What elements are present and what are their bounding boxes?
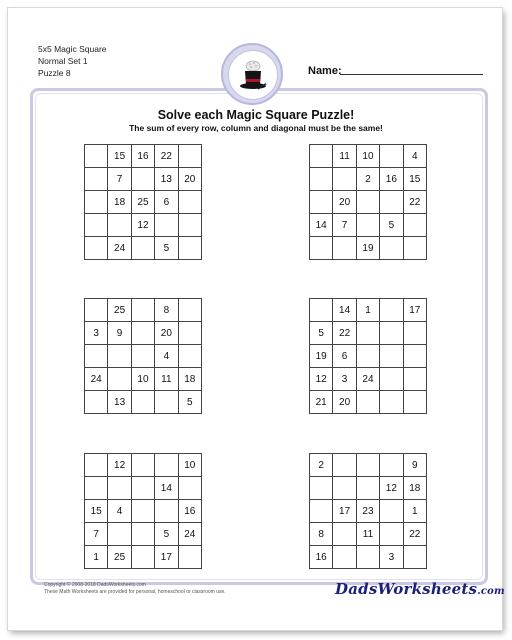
grid-row [310, 500, 427, 523]
grid-cell [85, 299, 108, 322]
grid-cell: 4 [403, 145, 426, 168]
grid-cell: 18 [178, 368, 201, 391]
grid-cell: 9 [403, 454, 426, 477]
grid-cell [356, 546, 379, 569]
grid-cell [356, 454, 379, 477]
grid-cell [380, 299, 403, 322]
grid-cell [403, 391, 426, 414]
grid-cell [155, 391, 178, 414]
grid-row [85, 454, 202, 477]
grid-cell: 19 [356, 237, 379, 260]
worksheet-type: 5x5 Magic Square [38, 44, 107, 54]
grid-cell: 20 [178, 168, 201, 191]
name-field-line [340, 74, 483, 75]
grid-cell [85, 191, 108, 214]
brand-logo: DadsWorksheets.com [335, 580, 505, 598]
grid-cell [356, 391, 379, 414]
grid-cell: 3 [85, 322, 108, 345]
grid-cell: 17 [155, 546, 178, 569]
grid-cell [155, 500, 178, 523]
grid-cell: 2 [310, 454, 333, 477]
grid-cell: 18 [403, 477, 426, 500]
grid-cell [310, 168, 333, 191]
grid-row [310, 145, 427, 168]
grid-row [85, 345, 202, 368]
grid-cell: 12 [310, 368, 333, 391]
grid-cell: 2 [356, 168, 379, 191]
usage-notice: These Math Worksheets are provided for personal, homeschool or classroom use. [44, 589, 226, 595]
grid-cell: 3 [380, 546, 403, 569]
grid-row [310, 299, 427, 322]
grid-cell: 3 [333, 368, 356, 391]
grid-row [310, 523, 427, 546]
grid-cell: 10 [356, 145, 379, 168]
grid-cell: 1 [403, 500, 426, 523]
grid-cell: 16 [310, 546, 333, 569]
grid-cell: 14 [310, 214, 333, 237]
grid-row [85, 168, 202, 191]
grid-cell: 14 [155, 477, 178, 500]
grid-cell [178, 546, 201, 569]
grid-cell: 15 [403, 168, 426, 191]
page-title: Solve each Magic Square Puzzle! [157, 108, 355, 122]
grid-cell: 9 [108, 322, 131, 345]
grid-row [85, 322, 202, 345]
grid-cell [131, 391, 154, 414]
grid-cell [310, 500, 333, 523]
grid-cell [380, 500, 403, 523]
grid-cell: 12 [131, 214, 154, 237]
grid-cell: 20 [155, 322, 178, 345]
grid-cell [380, 191, 403, 214]
grid-cell: 14 [333, 299, 356, 322]
grid-cell [333, 168, 356, 191]
grid-cell [333, 477, 356, 500]
grid-cell [380, 391, 403, 414]
grid-cell [131, 546, 154, 569]
grid-cell: 17 [403, 299, 426, 322]
grid-cell [403, 368, 426, 391]
grid-cell: 15 [108, 145, 131, 168]
grid-cell: 25 [131, 191, 154, 214]
grid-cell: 20 [333, 391, 356, 414]
grid-cell [178, 145, 201, 168]
grid-cell: 7 [108, 168, 131, 191]
grid-cell [85, 391, 108, 414]
grid-row [310, 454, 427, 477]
grid-cell [356, 191, 379, 214]
grid-cell [333, 523, 356, 546]
grid-cell [85, 237, 108, 260]
grid-cell: 17 [333, 500, 356, 523]
grid-row [310, 368, 427, 391]
grid-cell [356, 322, 379, 345]
grid-cell: 22 [333, 322, 356, 345]
grid-cell: 12 [108, 454, 131, 477]
grid-cell [403, 237, 426, 260]
grid-cell: 11 [356, 523, 379, 546]
grid-cell: 11 [333, 145, 356, 168]
grid-cell: 5 [178, 391, 201, 414]
grid-cell [403, 214, 426, 237]
grid-cell [178, 237, 201, 260]
grid-cell [333, 546, 356, 569]
grid-cell [155, 454, 178, 477]
grid-cell [155, 214, 178, 237]
magic-square-6 [309, 453, 427, 569]
grid-cell: 16 [178, 500, 201, 523]
grid-row [85, 477, 202, 500]
grid-cell [85, 145, 108, 168]
grid-cell [356, 477, 379, 500]
magic-hat-logo [221, 43, 283, 105]
grid-cell [310, 145, 333, 168]
grid-cell: 4 [108, 500, 131, 523]
grid-cell: 13 [155, 168, 178, 191]
magic-square-5 [84, 453, 202, 569]
grid-row [310, 546, 427, 569]
grid-row [310, 391, 427, 414]
grid-cell: 6 [155, 191, 178, 214]
top-hat-icon [229, 51, 277, 99]
grid-cell: 7 [85, 523, 108, 546]
grid-cell [380, 345, 403, 368]
magic-square-3 [84, 298, 202, 414]
grid-cell [380, 237, 403, 260]
grid-cell [380, 322, 403, 345]
grid-cell: 1 [85, 546, 108, 569]
grid-cell: 22 [403, 523, 426, 546]
grid-cell [403, 345, 426, 368]
grid-cell: 18 [108, 191, 131, 214]
grid-cell [131, 500, 154, 523]
grid-row [310, 322, 427, 345]
grid-cell: 25 [108, 299, 131, 322]
grid-cell: 16 [131, 145, 154, 168]
grid-cell [333, 454, 356, 477]
grid-cell [178, 322, 201, 345]
grid-cell: 5 [155, 523, 178, 546]
grid-cell: 8 [310, 523, 333, 546]
grid-cell: 24 [85, 368, 108, 391]
grid-cell: 24 [356, 368, 379, 391]
grid-cell: 5 [155, 237, 178, 260]
grid-row [310, 191, 427, 214]
grid-cell [131, 299, 154, 322]
grid-cell: 8 [155, 299, 178, 322]
worksheet-set: Normal Set 1 [38, 56, 88, 66]
grid-row [310, 477, 427, 500]
magic-square-2 [309, 144, 427, 260]
grid-cell [108, 523, 131, 546]
grid-cell [380, 368, 403, 391]
grid-row [85, 145, 202, 168]
grid-cell: 4 [155, 345, 178, 368]
grid-cell: 6 [333, 345, 356, 368]
grid-cell [131, 477, 154, 500]
grid-cell [356, 345, 379, 368]
grid-cell: 10 [178, 454, 201, 477]
grid-cell [85, 168, 108, 191]
grid-cell: 23 [356, 500, 379, 523]
grid-cell [131, 322, 154, 345]
grid-cell [333, 237, 356, 260]
grid-cell [131, 454, 154, 477]
grid-row [310, 237, 427, 260]
grid-row [85, 237, 202, 260]
grid-cell [178, 345, 201, 368]
grid-cell [310, 477, 333, 500]
grid-cell: 15 [85, 500, 108, 523]
grid-cell: 11 [155, 368, 178, 391]
grid-cell [310, 191, 333, 214]
grid-row [310, 168, 427, 191]
grid-cell: 5 [380, 214, 403, 237]
grid-cell [403, 322, 426, 345]
copyright-text: Copyright © 2008-2018 DadsWorksheets.com [44, 582, 146, 588]
grid-cell [85, 477, 108, 500]
grid-cell: 22 [155, 145, 178, 168]
grid-cell: 12 [380, 477, 403, 500]
grid-cell [108, 345, 131, 368]
grid-cell [380, 523, 403, 546]
grid-cell [178, 214, 201, 237]
grid-cell: 24 [178, 523, 201, 546]
grid-cell [85, 214, 108, 237]
page-subtitle: The sum of every row, column and diagonal must be the same! [129, 123, 383, 133]
magic-square-1 [84, 144, 202, 260]
grid-cell [131, 345, 154, 368]
grid-row [85, 391, 202, 414]
grid-cell: 5 [310, 322, 333, 345]
grid-cell: 1 [356, 299, 379, 322]
grid-cell: 24 [108, 237, 131, 260]
magic-square-4 [309, 298, 427, 414]
grid-cell: 7 [333, 214, 356, 237]
grid-cell [178, 477, 201, 500]
grid-cell [131, 523, 154, 546]
grid-row [85, 500, 202, 523]
grid-cell: 10 [131, 368, 154, 391]
grid-cell [108, 214, 131, 237]
grid-cell: 20 [333, 191, 356, 214]
grid-row [85, 299, 202, 322]
grid-cell [380, 145, 403, 168]
grid-cell: 25 [108, 546, 131, 569]
name-label: Name: [308, 65, 342, 77]
grid-cell [108, 368, 131, 391]
grid-cell [403, 546, 426, 569]
puzzle-number: Puzzle 8 [38, 68, 71, 78]
grid-cell [131, 168, 154, 191]
grid-cell [178, 299, 201, 322]
grid-cell [310, 237, 333, 260]
grid-row [85, 546, 202, 569]
grid-cell [131, 237, 154, 260]
grid-cell [108, 477, 131, 500]
grid-row [310, 345, 427, 368]
grid-cell [356, 214, 379, 237]
grid-cell: 22 [403, 191, 426, 214]
grid-row [85, 191, 202, 214]
grid-row [85, 214, 202, 237]
grid-row [85, 523, 202, 546]
grid-cell [85, 454, 108, 477]
grid-cell [178, 191, 201, 214]
grid-row [310, 214, 427, 237]
grid-cell: 19 [310, 345, 333, 368]
grid-cell [85, 345, 108, 368]
grid-cell [310, 299, 333, 322]
grid-cell: 21 [310, 391, 333, 414]
grid-cell [380, 454, 403, 477]
grid-cell: 13 [108, 391, 131, 414]
grid-cell: 16 [380, 168, 403, 191]
grid-row [85, 368, 202, 391]
